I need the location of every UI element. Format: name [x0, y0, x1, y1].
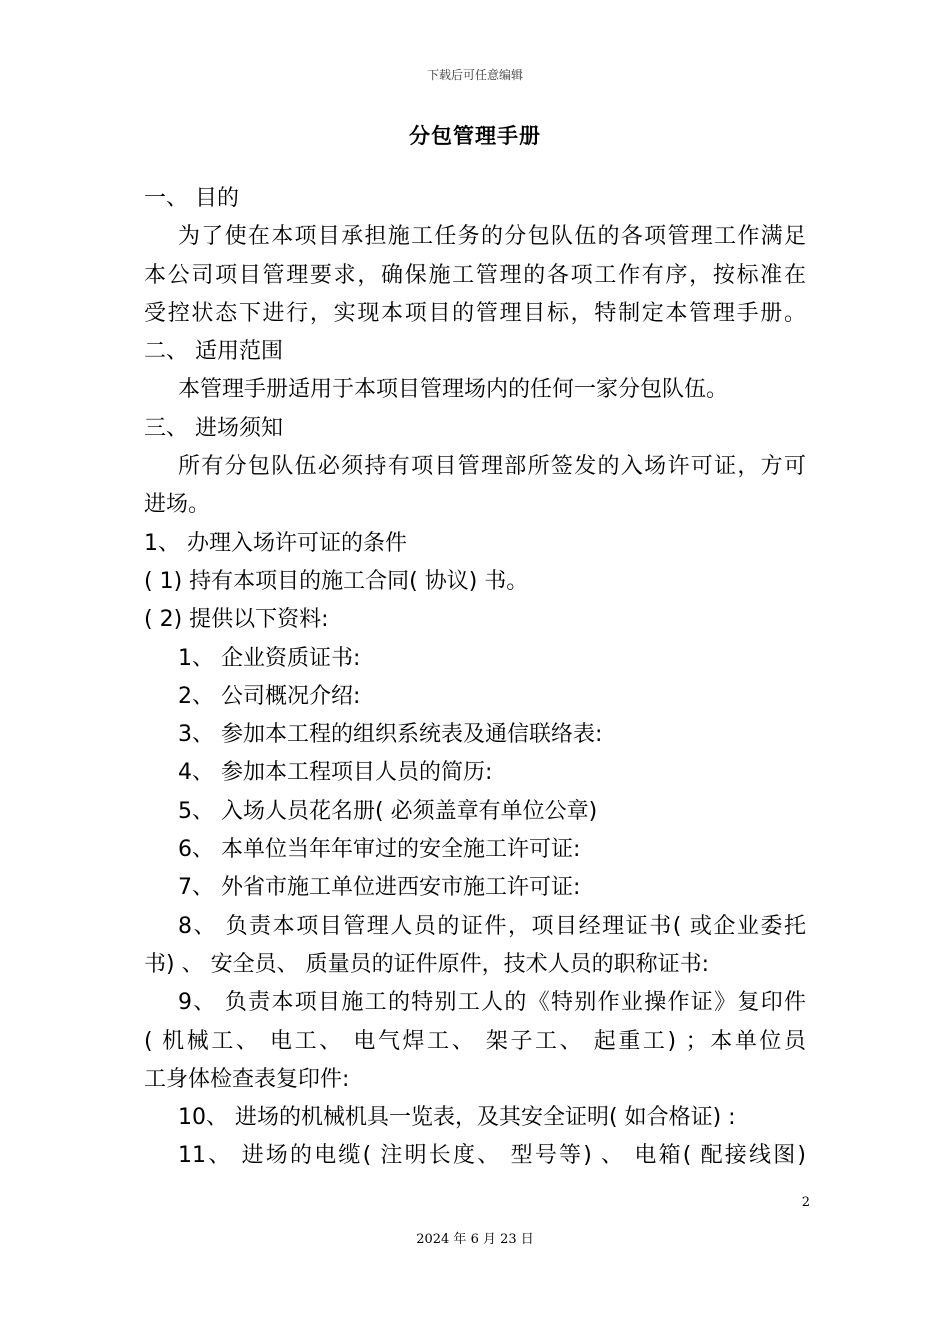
text-line: 书) 、 安全员、 质量员的证件原件，技术人员的职称证书:: [144, 951, 709, 977]
text-line: 10、 进场的机械机具一览表，及其安全证明( 如合格证) :: [178, 1105, 736, 1131]
text-line: 受控状态下进行，实现本项目的管理目标，特制定本管理手册。: [144, 300, 806, 326]
text-line: 进场。: [144, 492, 211, 518]
text-line: 本公司项目管理要求，确保施工管理的各项工作有序，按标准在: [144, 262, 806, 288]
document-body: [144, 180, 806, 1176]
text-line: 7、 外省市施工单位进西安市施工许可证:: [178, 875, 581, 901]
text-line: 为了使在本项目承担施工任务的分包队伍的各项管理工作满足: [178, 224, 806, 250]
document-title: 分包管理手册: [409, 124, 541, 148]
text-line: 二、 适用范围: [144, 339, 283, 365]
text-line: 1、 办理入场许可证的条件: [144, 530, 407, 556]
text-line: 6、 本单位当年年审过的安全施工许可证:: [178, 837, 581, 863]
text-line: 9、 负责本项目施工的特别工人的《特别作业操作证》复印件: [178, 990, 806, 1016]
text-line: 3、 参加本工程的组织系统表及通信联络表:: [178, 722, 603, 748]
text-line: 工身体检查表复印件:: [144, 1066, 350, 1092]
text-line: 8、 负责本项目管理人员的证件，项目经理证书( 或企业委托: [178, 913, 806, 939]
text-line: 一、 目的: [144, 186, 239, 211]
text-line: 1、 企业资质证书:: [178, 645, 361, 671]
text-line: ( 机械工、 电工、 电气焊工、 架子工、 起重工) ；本单位员: [144, 1028, 806, 1054]
text-line: 5、 入场人员花名册( 必须盖章有单位公章): [178, 798, 598, 824]
footer-date: 2024 年 6 月 23 日: [416, 1232, 534, 1247]
text-line: 11、 进场的电缆( 注明长度、 型号等) 、 电箱( 配接线图): [178, 1143, 806, 1169]
text-line: 2、 公司概况介绍:: [178, 683, 361, 709]
text-line: 三、 进场须知: [144, 415, 283, 441]
header-note: 下载后可任意编辑: [426, 68, 523, 82]
text-line: ( 1) 持有本项目的施工合同( 协议) 书。: [144, 568, 529, 594]
page-number: 2: [801, 1195, 810, 1210]
text-line: 4、 参加本工程项目人员的简历:: [178, 760, 493, 786]
text-line: 所有分包队伍必须持有项目管理部所签发的入场许可证，方可: [178, 454, 806, 480]
text-line: ( 2) 提供以下资料:: [144, 607, 329, 633]
text-line: 本管理手册适用于本项目管理场内的任何一家分包队伍。: [178, 377, 729, 403]
